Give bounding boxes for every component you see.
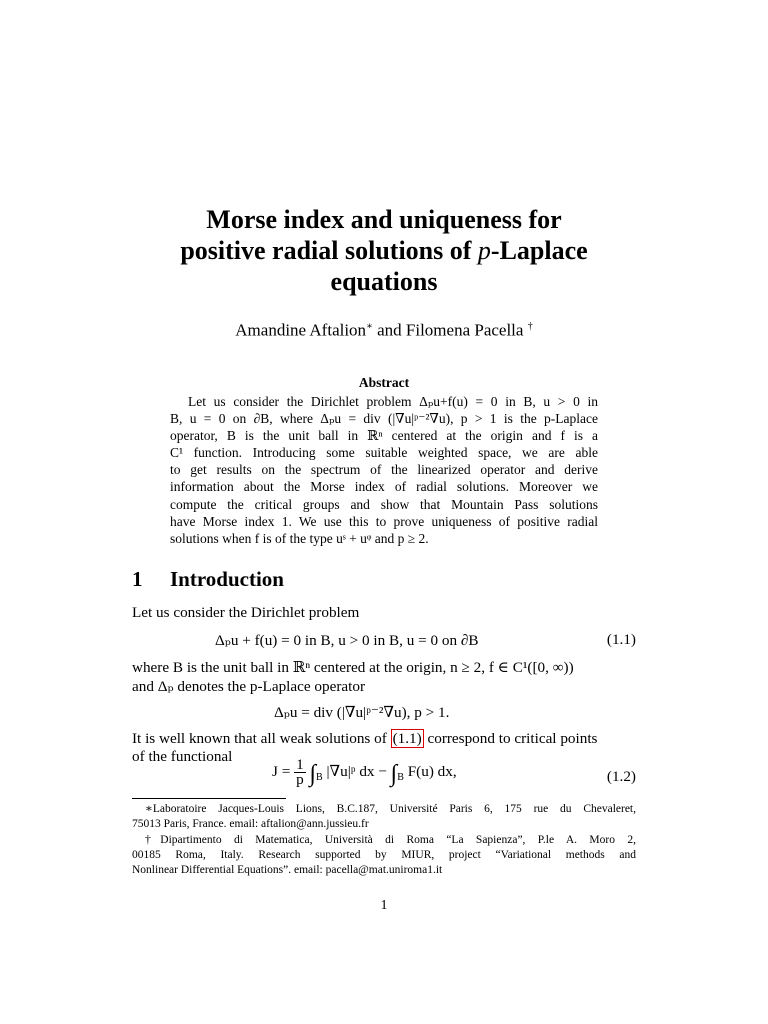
abstract-heading: Abstract <box>358 375 410 390</box>
equation-1-1-number: (1.1) <box>606 631 636 648</box>
equation-1-1: Δₚu + f(u) = 0 in B, u > 0 in B, u = 0 on ∂B <box>215 632 479 649</box>
abstract-line: information about the Morse index of radial solutions. Moreover we <box>170 479 598 495</box>
abstract-line: compute the critical groups and show that Mountain Pass solutions <box>170 496 598 512</box>
abstract-line: C¹ function. Introducing some suitable weighted space, we are able <box>170 445 598 461</box>
intro-paragraph-1: Let us consider the Dirichlet problem <box>132 604 360 621</box>
integral-sign: ∫ <box>390 760 398 787</box>
authors-and: and <box>372 320 406 340</box>
eq2-term-1: |∇u|ᵖ dx − <box>326 762 387 780</box>
page-number: 1 <box>380 898 388 913</box>
author-1: Amandine Aftalion <box>235 320 367 340</box>
section-heading <box>132 567 284 592</box>
title-line-2 <box>100 235 668 266</box>
abstract-line: have Morse index 1. We use this to prove uniqueness of positive radial <box>170 513 598 529</box>
paper-title <box>100 204 668 297</box>
abstract-line: to get results on the spectrum of the linearized operator and derive <box>170 462 598 478</box>
footnotes <box>132 802 636 878</box>
intro-text: It is well known that all weak solutions of <box>132 730 391 747</box>
abstract-line: B, u = 0 on ∂B, where Δₚu = div (|∇u|ᵖ⁻²∇u), p > 1 is the p-Laplace <box>170 411 598 427</box>
eq2-fraction-numerator: 1 <box>296 756 304 773</box>
eq2-fraction-denominator: p <box>296 771 304 788</box>
integral-subscript: B <box>316 772 323 784</box>
abstract-body <box>170 393 598 547</box>
footnote-line: ∗Laboratoire Jacques-Louis Lions, B.C.187, Université Paris 6, 175 rue du Chevaleret, <box>145 803 636 815</box>
intro-paragraph-3-line-1 <box>132 729 636 748</box>
equation-1-2 <box>272 758 457 788</box>
author-2-mark: † <box>527 321 533 332</box>
title-line-2-p: p <box>477 236 491 265</box>
equation-1-2-number: (1.2) <box>606 768 636 785</box>
author-2: Filomena Pacella <box>405 320 524 340</box>
title-line-2-a: positive radial solutions of <box>180 236 478 265</box>
abstract-line: Let us consider the Dirichlet problem Δₚu+f(u) = 0 in B, u > 0 in <box>188 394 598 409</box>
title-line-3: equations <box>330 267 438 296</box>
footnote-line: 00185 Roma, Italy. Research supported by MIUR, project “Variational methods and <box>132 848 636 861</box>
eq2-fraction <box>294 758 306 787</box>
section-title: Introduction <box>170 567 284 591</box>
intro-paragraph-2-line-2: and Δₚ denotes the p-Laplace operator <box>132 678 366 695</box>
authors <box>100 316 668 342</box>
intro-paragraph-2-line-1: where B is the unit ball in ℝⁿ centered at the origin, n ≥ 2, f ∈ C¹([0, ∞)) <box>132 659 574 676</box>
abstract-line: solutions when f is of the type uˢ + uᵠ and p ≥ 2. <box>170 530 429 546</box>
author-1-mark: ∗ <box>366 321 373 332</box>
intro-paragraph-3-line-2: of the functional <box>132 748 233 765</box>
footnote-line: Nonlinear Differential Equations”. email: pacella@mat.uniroma1.it <box>132 864 443 877</box>
footnote-rule <box>132 798 286 799</box>
footnote-line: †Dipartimento di Matematica, Università di Roma “La Sapienza”, P.le A. Moro 2, <box>145 833 636 846</box>
intro-text: correspond to critical points <box>423 730 598 747</box>
eq2-lhs: J = <box>272 762 291 780</box>
footnote-line: 75013 Paris, France. email: aftalion@ann.jussieu.fr <box>132 818 369 831</box>
abstract-line: operator, B is the unit ball in ℝⁿ centered at the origin and f is a <box>170 428 598 444</box>
title-line-2-b: -Laplace <box>490 236 588 265</box>
title-line-1: Morse index and uniqueness for <box>206 205 562 234</box>
eq2-term-2: F(u) dx, <box>407 762 457 780</box>
integral-subscript: B <box>397 772 404 784</box>
equation-p-laplace: Δₚu = div (|∇u|ᵖ⁻²∇u), p > 1. <box>274 704 450 721</box>
equation-reference-link[interactable]: (1.1) <box>392 730 422 747</box>
section-number: 1 <box>132 567 143 591</box>
integral-sign: ∫ <box>309 760 317 787</box>
